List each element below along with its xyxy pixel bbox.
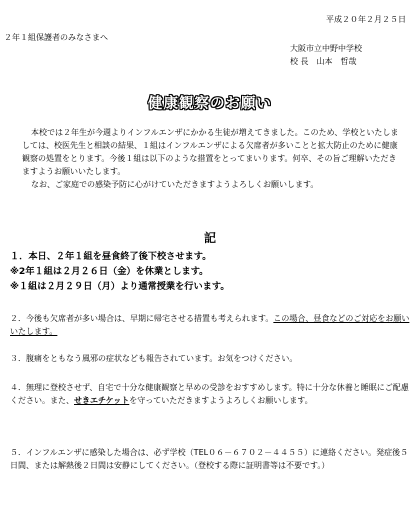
notice-item-1 xyxy=(10,249,410,294)
item-text: を守っていただきますようよろしくお願いします。 xyxy=(129,396,313,405)
recipient-line: ２年１組保護者のみなさまへ xyxy=(4,33,108,42)
school-name: 大阪市立中野中学校 xyxy=(290,44,362,53)
body-paragraph: なお、ご家庭での感染予防に心がけていただきますようよろしくお願いします。 xyxy=(31,180,319,189)
ki-heading: 記 xyxy=(203,231,216,245)
notice-item-4 xyxy=(10,381,410,407)
notice-item-2 xyxy=(10,312,410,338)
item-underlined-text: せきエチケット xyxy=(74,396,130,405)
item-line: １．本日、２年１組を昼食終了後下校させます。 xyxy=(10,251,212,262)
body-paragraph: 本校では２年生が今週よりインフルエンザにかかる生徒が増えてきました。このため、学校といたしましては、校医先生と相談の結果、１組はインフルエンザによる欠席者が多いことと拡大防止のために健康観察の処置をとります。今後１組は以下のような措置をとってまいります。何卒、その旨ご理解いただきますようお願いいたします。 xyxy=(22,128,399,176)
item-underlined-text: この場合、昼食などのご対応をお願いいたします。 xyxy=(10,314,410,336)
notice-item-5: ５．インフルエンザに感染した場合は、必ず学校（TEL０６－６７０２－４４５５）に連絡ください。発症後５日間、または解熱後２日間は安静にしてください。（登校する際に証明書等は不要です。） xyxy=(10,448,409,470)
notice-item-3: ３．腹痛をともなう風邪の症状なども報告されています。お気をつけください。 xyxy=(10,354,298,363)
item-text: ２．今後も欠席者が多い場合は、早期に帰宅させる措置も考えられます。 xyxy=(10,314,274,323)
item-line: ※2年１組は２月２６日（金）を休業とします。 xyxy=(10,266,209,277)
notice-date: 平成２０年２月２５日 xyxy=(326,15,406,24)
notice-title: 健康観察のお願い xyxy=(148,96,272,112)
item-line: ※１組は２月２９日（月）より通常授業を行います。 xyxy=(10,281,230,292)
principal-name: 校 長 山本 哲哉 xyxy=(290,57,357,66)
sender-block xyxy=(290,42,362,68)
item-text: ４．無理に登校させず、自宅で十分な健康観察と早めの受診をおすすめします。特に十分な休養と睡眠にご配慮ください。また、 xyxy=(10,383,409,405)
notice-body xyxy=(22,126,400,191)
